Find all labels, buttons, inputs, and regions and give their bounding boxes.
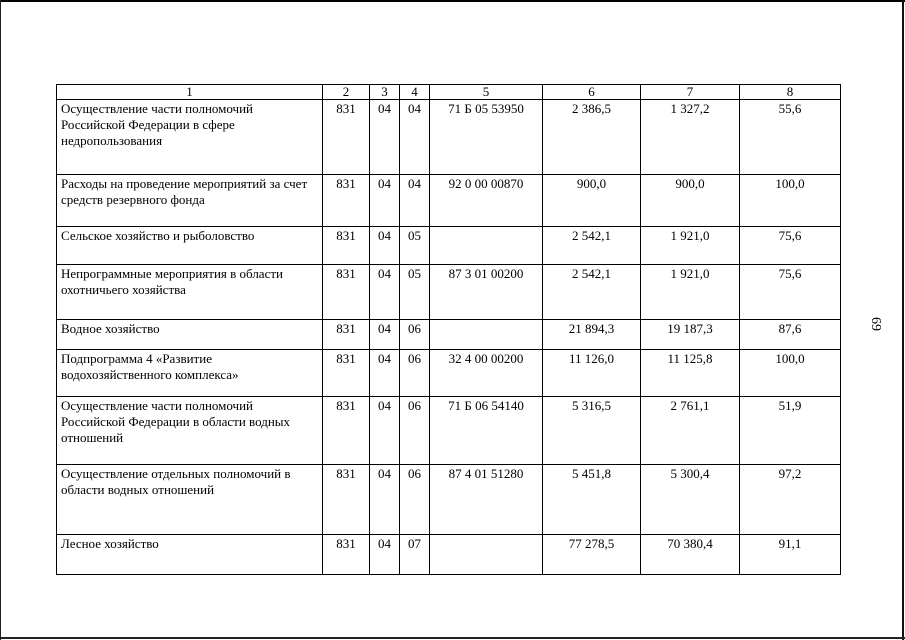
ministry-code: 831 <box>323 465 370 535</box>
ministry-code: 831 <box>323 265 370 320</box>
section-code: 04 <box>370 350 400 397</box>
subsection-code: 06 <box>400 397 430 465</box>
expense-name: Непрограммные мероприятия в области охотничьего хозяйства <box>57 265 323 320</box>
target-article-code <box>430 320 543 350</box>
planned-amount: 5 316,5 <box>543 397 641 465</box>
executed-amount: 1 921,0 <box>641 227 740 265</box>
subsection-code: 06 <box>400 465 430 535</box>
scan-border-left <box>0 0 1 640</box>
executed-amount: 1 921,0 <box>641 265 740 320</box>
budget-table <box>56 84 841 575</box>
target-article-code: 87 3 01 00200 <box>430 265 543 320</box>
ministry-code: 831 <box>323 397 370 465</box>
ministry-code: 831 <box>323 350 370 397</box>
executed-amount: 11 125,8 <box>641 350 740 397</box>
section-code: 04 <box>370 535 400 575</box>
section-code: 04 <box>370 320 400 350</box>
section-code: 04 <box>370 175 400 227</box>
ministry-code: 831 <box>323 100 370 175</box>
subsection-code: 06 <box>400 320 430 350</box>
execution-percent: 97,2 <box>740 465 841 535</box>
column-header: 8 <box>740 85 841 100</box>
table-row <box>57 350 841 397</box>
subsection-code: 07 <box>400 535 430 575</box>
executed-amount: 70 380,4 <box>641 535 740 575</box>
planned-amount: 11 126,0 <box>543 350 641 397</box>
execution-percent: 91,1 <box>740 535 841 575</box>
table-row <box>57 465 841 535</box>
target-article-code: 71 Б 06 54140 <box>430 397 543 465</box>
execution-percent: 100,0 <box>740 175 841 227</box>
ministry-code: 831 <box>323 175 370 227</box>
execution-percent: 87,6 <box>740 320 841 350</box>
column-header: 3 <box>370 85 400 100</box>
column-header: 4 <box>400 85 430 100</box>
table-row <box>57 227 841 265</box>
section-code: 04 <box>370 397 400 465</box>
target-article-code: 32 4 00 00200 <box>430 350 543 397</box>
scan-border-right <box>902 0 904 640</box>
expense-name: Водное хозяйство <box>57 320 323 350</box>
planned-amount: 2 386,5 <box>543 100 641 175</box>
subsection-code: 06 <box>400 350 430 397</box>
executed-amount: 5 300,4 <box>641 465 740 535</box>
planned-amount: 2 542,1 <box>543 227 641 265</box>
planned-amount: 21 894,3 <box>543 320 641 350</box>
execution-percent: 75,6 <box>740 227 841 265</box>
subsection-code: 04 <box>400 175 430 227</box>
execution-percent: 100,0 <box>740 350 841 397</box>
subsection-code: 05 <box>400 265 430 320</box>
execution-percent: 75,6 <box>740 265 841 320</box>
page-number: 69 <box>868 317 883 331</box>
section-code: 04 <box>370 227 400 265</box>
ministry-code: 831 <box>323 535 370 575</box>
executed-amount: 2 761,1 <box>641 397 740 465</box>
table-row <box>57 175 841 227</box>
planned-amount: 900,0 <box>543 175 641 227</box>
planned-amount: 2 542,1 <box>543 265 641 320</box>
planned-amount: 5 451,8 <box>543 465 641 535</box>
subsection-code: 05 <box>400 227 430 265</box>
section-code: 04 <box>370 465 400 535</box>
expense-name: Осуществление части полномочий Российской Федерации в сфере недропользования <box>57 100 323 175</box>
execution-percent: 51,9 <box>740 397 841 465</box>
ministry-code: 831 <box>323 320 370 350</box>
target-article-code <box>430 227 543 265</box>
executed-amount: 900,0 <box>641 175 740 227</box>
target-article-code <box>430 535 543 575</box>
expense-name: Осуществление отдельных полномочий в области водных отношений <box>57 465 323 535</box>
table-header-row <box>57 85 841 100</box>
table-row <box>57 397 841 465</box>
expense-name: Лесное хозяйство <box>57 535 323 575</box>
expense-name: Сельское хозяйство и рыболовство <box>57 227 323 265</box>
expense-name: Осуществление части полномочий Российской Федерации в области водных отношений <box>57 397 323 465</box>
scan-border-bottom <box>0 637 905 639</box>
target-article-code: 87 4 01 51280 <box>430 465 543 535</box>
target-article-code: 92 0 00 00870 <box>430 175 543 227</box>
subsection-code: 04 <box>400 100 430 175</box>
table-row <box>57 320 841 350</box>
table-row <box>57 265 841 320</box>
table-row <box>57 100 841 175</box>
section-code: 04 <box>370 100 400 175</box>
column-header: 6 <box>543 85 641 100</box>
table-row <box>57 535 841 575</box>
execution-percent: 55,6 <box>740 100 841 175</box>
executed-amount: 1 327,2 <box>641 100 740 175</box>
expense-name: Подпрограмма 4 «Развитие водохозяйственного комплекса» <box>57 350 323 397</box>
section-code: 04 <box>370 265 400 320</box>
expense-name: Расходы на проведение мероприятий за счет средств резервного фонда <box>57 175 323 227</box>
column-header: 5 <box>430 85 543 100</box>
target-article-code: 71 Б 05 53950 <box>430 100 543 175</box>
column-header: 2 <box>323 85 370 100</box>
ministry-code: 831 <box>323 227 370 265</box>
scan-border-top <box>0 0 905 2</box>
planned-amount: 77 278,5 <box>543 535 641 575</box>
executed-amount: 19 187,3 <box>641 320 740 350</box>
column-header: 1 <box>57 85 323 100</box>
column-header: 7 <box>641 85 740 100</box>
